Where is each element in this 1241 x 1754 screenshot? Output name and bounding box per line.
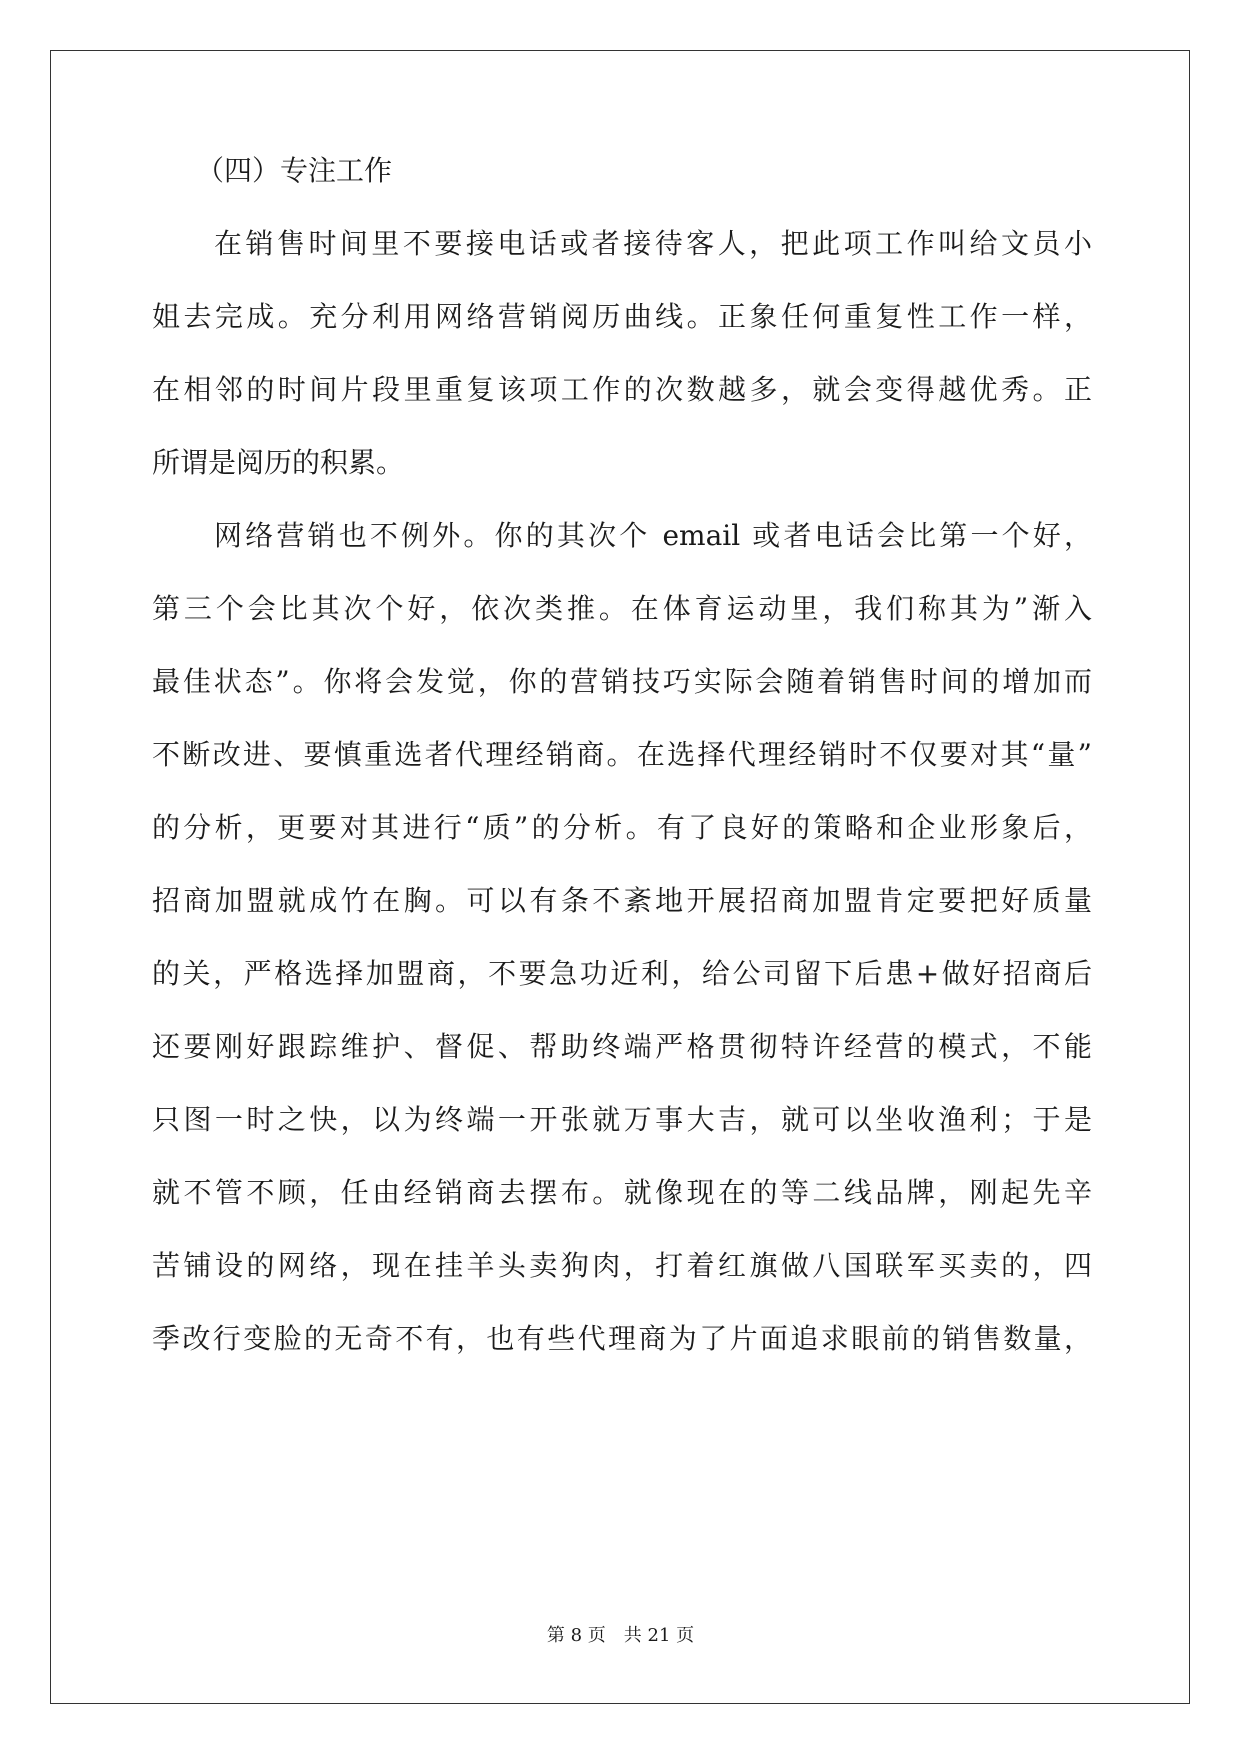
- paragraph-line: 季改行变脸的无奇不有，也有些代理商为了片面追求眼前的销售数量，: [152, 1322, 1092, 1355]
- paragraph-line: 所谓是阅历的积累。: [152, 446, 405, 479]
- paragraph-line: 苦铺设的网络，现在挂羊头卖狗肉，打着红旗做八国联军买卖的，四: [152, 1249, 1092, 1282]
- paragraph-line: 不断改进、要慎重选者代理经销商。在选择代理经销时不仅要对其“量”: [152, 738, 1092, 771]
- paragraph-line: 姐去完成。充分利用网络营销阅历曲线。正象任何重复性工作一样，: [152, 300, 1092, 333]
- paragraph-line: 招商加盟就成竹在胸。可以有条不紊地开展招商加盟肯定要把好质量: [152, 884, 1092, 917]
- paragraph-line: 还要刚好跟踪维护、督促、帮助终端严格贯彻特许经营的模式，不能: [152, 1030, 1092, 1063]
- paragraph-line: 只图一时之快，以为终端一开张就万事大吉，就可以坐收渔利；于是: [152, 1103, 1092, 1136]
- paragraph-line: 第三个会比其次个好，依次类推。在体育运动里，我们称其为”渐入: [152, 592, 1092, 625]
- paragraph-line: 在相邻的时间片段里重复该项工作的次数越多，就会变得越优秀。正: [152, 373, 1092, 406]
- paragraph-line: 网络营销也不例外。你的其次个 email 或者电话会比第一个好，: [214, 519, 1092, 552]
- paragraph-line: 在销售时间里不要接电话或者接待客人，把此项工作叫给文员小: [214, 227, 1092, 260]
- page-number-footer: 第 8 页 共 21 页: [546, 1625, 695, 1646]
- paragraph-line: 最佳状态”。你将会发觉，你的营销技巧实际会随着销售时间的增加而: [152, 665, 1092, 698]
- paragraph-line: 的分析，更要对其进行“质”的分析。有了良好的策略和企业形象后，: [152, 811, 1092, 844]
- section-heading: （四）专注工作: [196, 154, 393, 187]
- paragraph-line: 就不管不顾，任由经销商去摆布。就像现在的等二线品牌，刚起先辛: [152, 1176, 1092, 1209]
- paragraph-line: 的关，严格选择加盟商，不要急功近利，给公司留下后患+做好招商后: [152, 957, 1092, 990]
